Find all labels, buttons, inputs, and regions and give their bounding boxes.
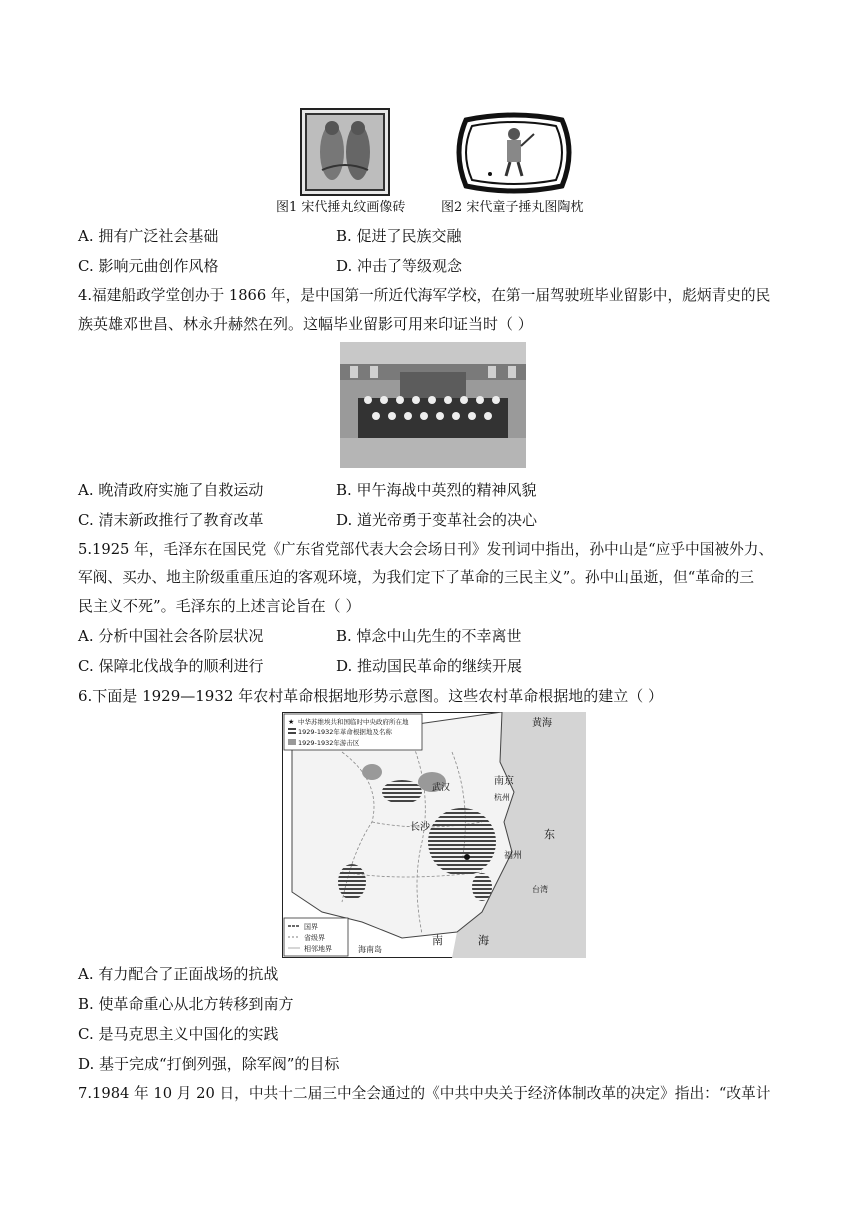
song-chuiwan-brick-image [300,108,390,196]
map-legend-adjacent-border: 相邻地界 [304,945,332,953]
map-legend-capital: 中华苏维埃共和国临时中央政府所在地 [298,718,409,726]
q5-option-d: D. 推动国民革命的继续开展 [336,657,523,675]
graduation-photo [340,342,526,468]
map-label-south-sea-2: 海 [478,934,489,947]
q5-stem-line1: 5.1925 年，毛泽东在国民党《广东省党部代表大会会场日刊》发刊词中指出，孙中山是“应乎中国被外力、 [78,541,774,558]
q4-option-d: D. 道光帝勇于变革社会的决心 [336,511,538,529]
map-label-hangzhou: 杭州 [494,793,510,802]
song-boy-chuiwan-pillow-image [452,112,576,194]
q5-option-c: C. 保障北伐战争的顺利进行 [78,657,264,675]
base-areas-map [282,712,586,958]
map-label-changsha: 长沙 [410,822,430,833]
map-label-taiwan: 台湾 [532,885,548,894]
q4-stem-line2: 族英雄邓世昌、林永升赫然在列。这幅毕业留影可用来印证当时（ ） [78,315,533,333]
q6-option-d: D. 基于完成“打倒列强，除军阀”的目标 [78,1055,340,1073]
q6-option-c: C. 是马克思主义中国化的实践 [78,1025,279,1043]
q3-option-b: B. 促进了民族交融 [336,227,462,245]
map-label-fuzhou: 福州 [504,851,523,861]
pillow-icon [452,112,576,194]
q5-option-a: A. 分析中国社会各阶层状况 [78,627,264,645]
map-legend-base-areas: 1929-1932年革命根据地及名称 [298,728,392,736]
figure1-caption: 图1 宋代捶丸纹画像砖 [276,200,406,215]
map-label-nanjing: 南京 [494,776,514,787]
q6-option-b: B. 使革命重心从北方转移到南方 [78,995,294,1013]
map-icon [282,712,586,958]
svg-text:★: ★ [288,718,295,726]
q6-stem-line1: 6.下面是 1929—1932 年农村革命根据地形势示意图。这些农村革命根据地的建立（ ） [78,687,663,705]
q5-stem-line2: 军阀、买办、地主阶级重重压迫的客观环境，为我们定下了革命的三民主义”。孙中山虽逝，但“革命的三 [78,569,754,586]
map-legend-national-border: 国界 [304,923,318,931]
q6-option-a: A. 有力配合了正面战场的抗战 [78,965,279,983]
map-label-south-sea: 南 [432,934,443,947]
map-label-yellow-sea: 黄海 [532,718,552,729]
q4-option-c: C. 清末新政推行了教育改革 [78,511,264,529]
map-label-wuhan: 武汉 [432,783,451,793]
map-legend-guerrilla: 1929-1932年游击区 [298,739,360,747]
q3-option-d: D. 冲击了等级观念 [336,257,463,275]
brick-relief-icon [302,110,388,194]
q3-option-a: A. 拥有广泛社会基础 [78,227,219,245]
figure2-caption: 图2 宋代童子捶丸图陶枕 [441,200,584,215]
graduation-photo-icon [340,342,526,468]
q7-stem-line1: 7.1984 年 10 月 20 日，中共十二届三中全会通过的《中共中央关于经济体制改革的决定》指出：“改革计 [78,1085,771,1102]
q5-stem-line3: 民主义不死”。毛泽东的上述言论旨在（ ） [78,597,361,615]
q3-option-c: C. 影响元曲创作风格 [78,257,219,275]
map-label-east-sea: 东 [544,828,555,841]
q4-option-b: B. 甲午海战中英烈的精神风貌 [336,481,537,499]
q5-option-b: B. 悼念中山先生的不幸离世 [336,627,522,645]
map-label-hainan: 海南岛 [358,945,382,954]
q4-option-a: A. 晚清政府实施了自救运动 [78,481,264,499]
q4-stem-line1: 4.福建船政学堂创办于 1866 年，是中国第一所近代海军学校，在第一届驾驶班毕业留影中，彪炳青史的民 [78,287,771,304]
map-legend-province-border: 省级界 [304,934,325,942]
